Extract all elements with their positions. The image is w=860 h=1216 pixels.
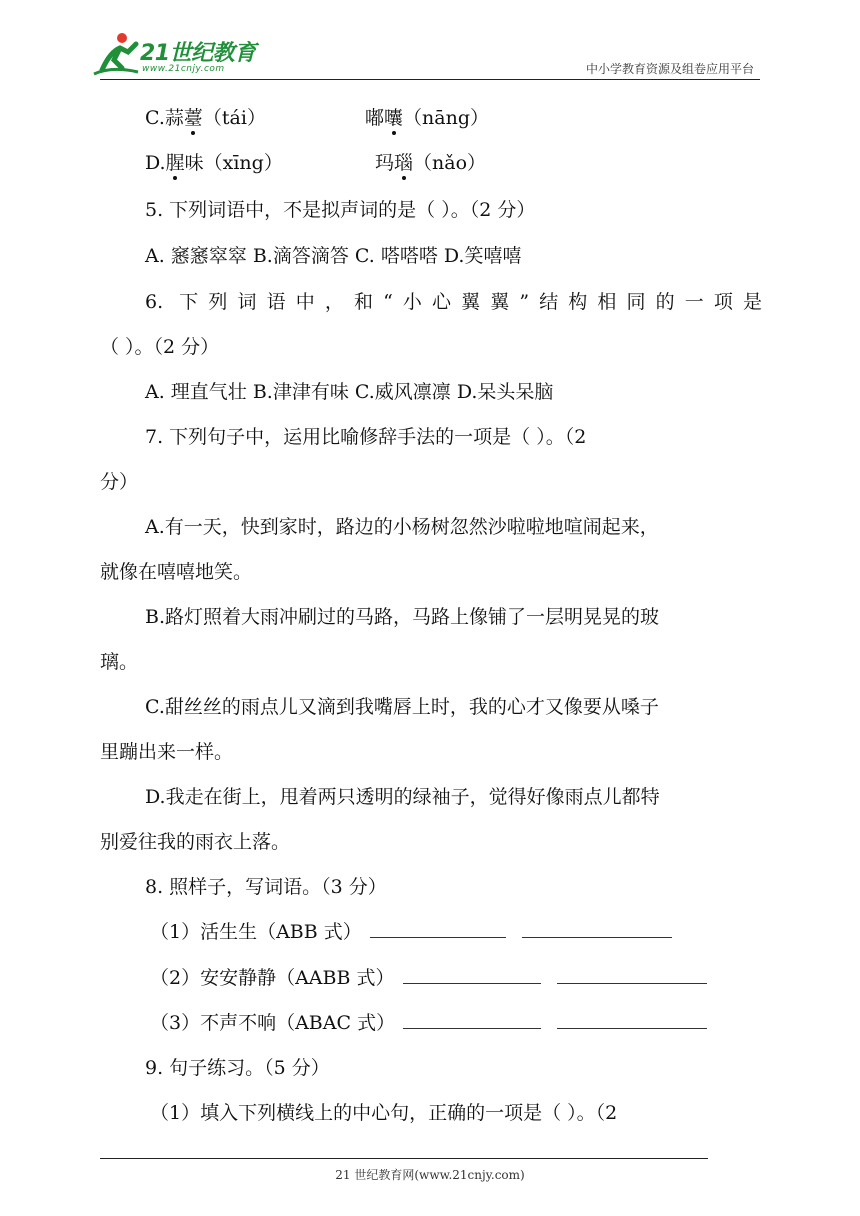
answer-blank[interactable] — [403, 967, 541, 984]
dotted-char: 腥 — [165, 152, 185, 174]
answer-blank[interactable] — [403, 1012, 541, 1029]
option-d-line: D.腥味（xīng） 玛瑙（nǎo） — [145, 152, 487, 174]
question-6-line2: （ ）。（2 分） — [100, 336, 220, 358]
question-5: 5. 下列词语中，不是拟声词的是（ ）。（2 分） — [145, 199, 536, 221]
q7-option-c-line1: C.甜丝丝的雨点儿又滴到我嘴唇上时，我的心才又像要从嗓子 — [145, 696, 659, 718]
q7-option-d-line2: 别爱往我的雨衣上落。 — [100, 831, 291, 853]
answer-blank[interactable] — [370, 921, 506, 938]
q7-option-a-line2: 就像在嘻嘻地笑。 — [100, 561, 253, 583]
q7-option-b-line2: 璃。 — [100, 651, 139, 673]
page-footer: 21 世纪教育网(www.21cnjy.com) — [335, 1168, 525, 1182]
header-divider — [100, 79, 760, 80]
dotted-char: 薹 — [183, 107, 203, 129]
answer-blank[interactable] — [557, 1012, 707, 1029]
dotted-char: 瑙 — [394, 152, 414, 174]
header-platform-text: 中小学教育资源及组卷应用平台 — [585, 62, 754, 76]
answer-blank[interactable] — [522, 921, 672, 938]
page-header — [0, 0, 860, 80]
footer-divider — [100, 1158, 708, 1159]
answer-blank[interactable] — [557, 967, 707, 984]
question-7-line2: 分） — [100, 471, 139, 493]
question-8: 8. 照样子，写词语。（3 分） — [145, 876, 387, 898]
question-5-options: A. 窸窸窣窣 B.滴答滴答 C. 嗒嗒嗒 D.笑嘻嘻 — [145, 245, 522, 267]
runner-logo-icon — [92, 30, 142, 76]
q8-item-2: （2）安安静静（AABB 式） — [150, 966, 812, 990]
option-c-line: C.蒜薹（tái） 嘟囔（nāng） — [145, 107, 489, 129]
q7-option-c-line2: 里蹦出来一样。 — [100, 741, 234, 763]
q7-option-a-line1: A.有一天，快到家时，路边的小杨树忽然沙啦啦地喧闹起来， — [145, 516, 659, 538]
question-7-line1: 7. 下列句子中，运用比喻修辞手法的一项是（ ）。（2 — [145, 426, 587, 448]
site-logo — [92, 30, 262, 80]
logo-brand-text: 21世纪教育 — [140, 41, 256, 66]
q7-option-b-line1: B.路灯照着大雨冲刷过的马路，马路上像铺了一层明晃晃的玻 — [145, 606, 660, 628]
q7-option-d-line1: D.我走在街上，甩着两只透明的绿袖子，觉得好像雨点儿都特 — [145, 786, 660, 808]
q8-item-3: （3）不声不响（ABAC 式） — [150, 1011, 812, 1035]
question-6-options: A. 理直气壮 B.津津有味 C.威风凛凛 D.呆头呆脑 — [145, 381, 554, 403]
question-9: 9. 句子练习。（5 分） — [145, 1057, 330, 1079]
dotted-char: 囔 — [384, 107, 404, 129]
q9-item-1: （1）填入下列横线上的中心句，正确的一项是（ ）。（2 — [150, 1102, 618, 1124]
logo-url-text: www.21cnjy.com — [142, 64, 225, 74]
question-6-line1: 6. 下列词语中，和“小心翼翼”结构相同的一项是 — [145, 291, 762, 313]
q8-item-1: （1）活生生（ABB 式） — [150, 920, 812, 944]
